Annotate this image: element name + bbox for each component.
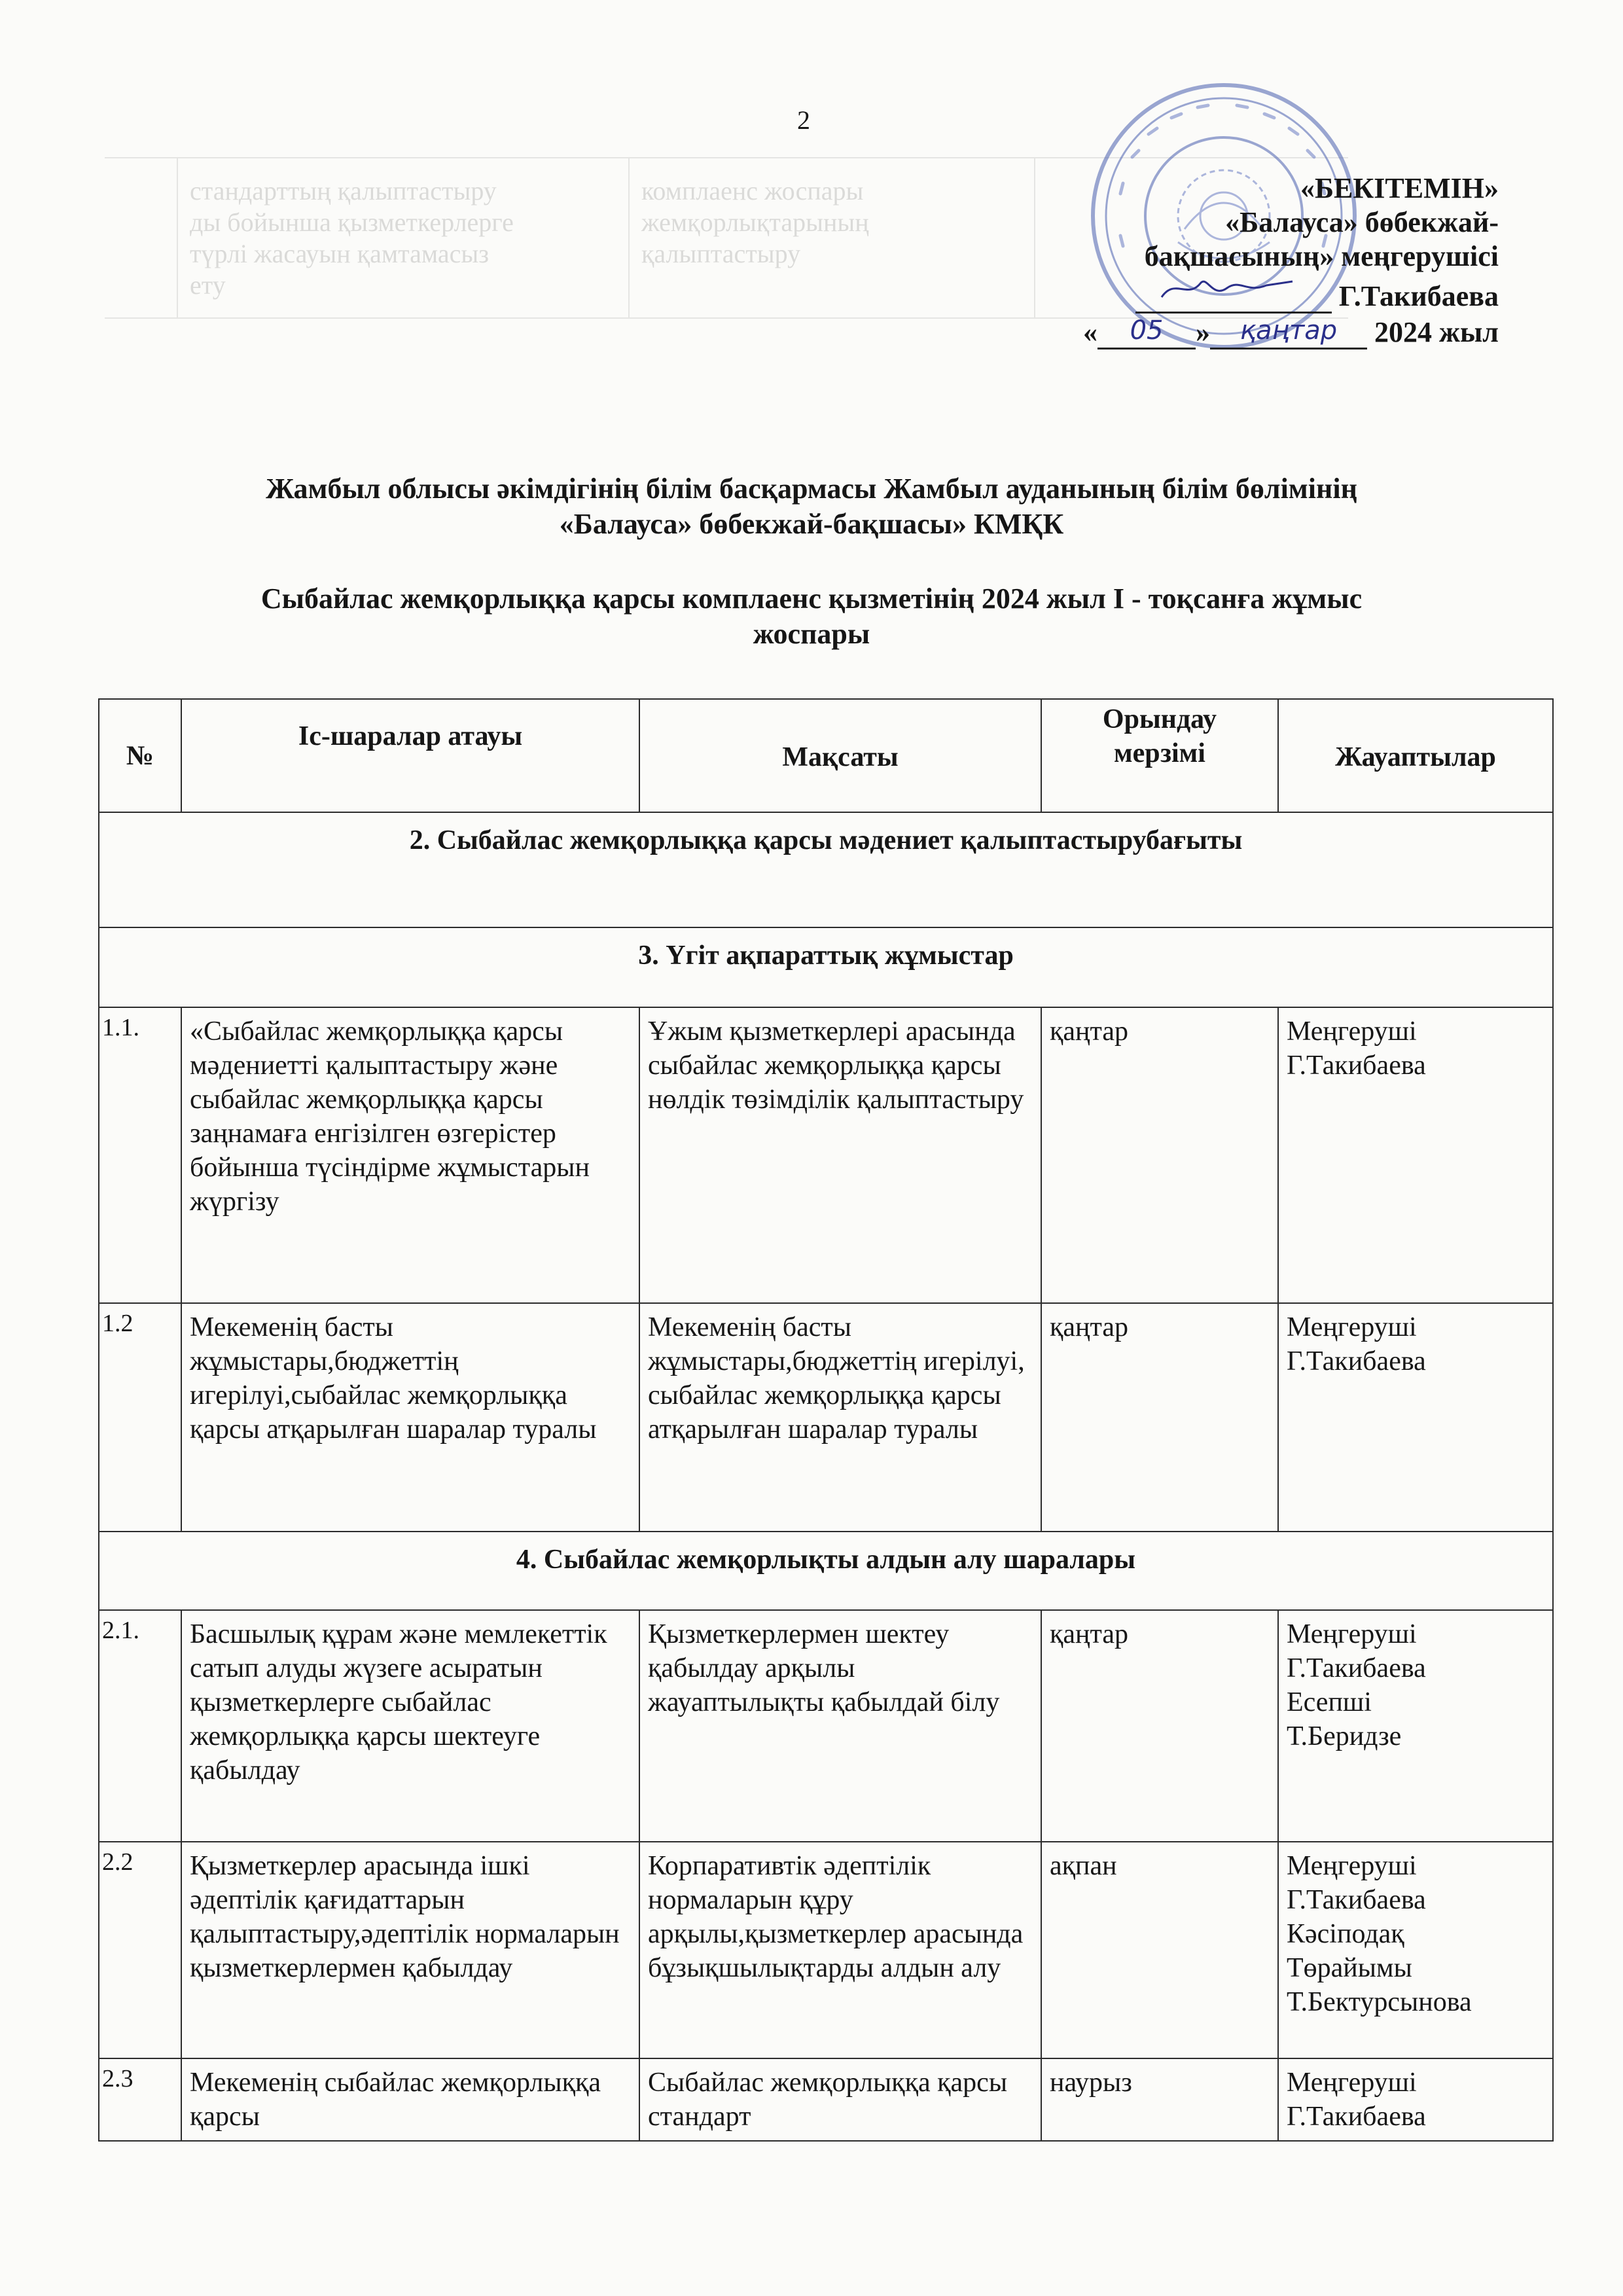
header-event-name: Іс-шаралар атауы bbox=[181, 699, 639, 812]
table-header-row bbox=[99, 699, 1553, 812]
goal-cell: Корпаративтік әдептілік нормаларын құру арқылы,қызметкерлер арасында бұзықшылықтарды алдын алу bbox=[639, 1842, 1041, 2058]
responsible-cell bbox=[1278, 1007, 1553, 1303]
responsible-cell bbox=[1278, 1610, 1553, 1842]
responsible-line: Есепші bbox=[1287, 1687, 1372, 1717]
section-title: 2. Сыбайлас жемқорлыққа қарсы мәдениет қалыптастырубағыты bbox=[99, 812, 1553, 927]
header-goal: Мақсаты bbox=[639, 699, 1041, 812]
event-name-cell: Басшылық құрам және мемлекеттік сатып алуды жүзеге асыратын қызметкерлерге сыбайлас жемқорлыққа қарсы шектеуге қабылдау bbox=[181, 1610, 639, 1842]
title-line-2: жоспары bbox=[753, 618, 870, 650]
table-row bbox=[99, 1610, 1553, 1842]
org-line-1: Жамбыл облысы әкімдігінің білім басқармасы Жамбыл ауданының білім бөлімінің bbox=[266, 473, 1357, 505]
row-number: 1.1. bbox=[99, 1007, 181, 1303]
document-title bbox=[118, 581, 1505, 652]
ghost-text: ету bbox=[190, 270, 226, 300]
event-name-cell: «Сыбайлас жемқорлыққа қарсы мәдениетті қалыптастыру және сыбайлас жемқорлыққа қарсы заңнамаға енгізілген өзгерістер бойынша түсіндірме жұмыстарын жүргізу bbox=[181, 1007, 639, 1303]
responsible-line: Г.Такибаева bbox=[1287, 1653, 1426, 1683]
responsible-line: Меңгеруші bbox=[1287, 2068, 1417, 2098]
responsible-line: Меңгеруші bbox=[1287, 1016, 1417, 1047]
approval-date bbox=[1083, 314, 1499, 350]
responsible-cell bbox=[1278, 2058, 1553, 2141]
ghost-text: жемқорлықтарының bbox=[641, 207, 869, 237]
ghost-text: стандарттың қалыптастыру bbox=[190, 176, 497, 206]
date-month: қаңтар bbox=[1210, 314, 1367, 350]
approval-signature-line bbox=[1083, 274, 1499, 314]
approval-heading: «БЕКІТЕМІН» bbox=[1300, 172, 1499, 204]
header-deadline-line-1: Орындау bbox=[1102, 704, 1217, 734]
approval-name: Г.Такибаева bbox=[1338, 280, 1499, 312]
deadline-cell: қаңтар bbox=[1041, 1303, 1278, 1532]
responsible-line: Г.Такибаева bbox=[1287, 1885, 1426, 1915]
signature-blank bbox=[1135, 274, 1332, 314]
row-number: 2.2 bbox=[99, 1842, 181, 2058]
responsible-line: Г.Такибаева bbox=[1287, 2102, 1426, 2132]
responsible-line: Төрайымы bbox=[1287, 1953, 1412, 1983]
responsible-line: Г.Такибаева bbox=[1287, 1050, 1426, 1081]
date-day: 05 bbox=[1097, 314, 1196, 350]
ghost-text: түрлі жасауын қамтамасыз bbox=[190, 239, 490, 268]
event-name-cell: Қызметкерлер арасында ішкі әдептілік қағидаттарын қалыптастыру,әдептілік нормаларын қызметкерлермен қабылдау bbox=[181, 1842, 639, 2058]
section-row bbox=[99, 927, 1553, 1007]
header-deadline bbox=[1041, 699, 1278, 812]
deadline-cell: наурыз bbox=[1041, 2058, 1278, 2141]
goal-cell: Қызметкерлермен шектеу қабылдау арқылы жауаптылықты қабылдай білу bbox=[639, 1610, 1041, 1842]
date-quote-open: « bbox=[1083, 316, 1098, 348]
organization-header bbox=[118, 471, 1505, 542]
approval-org: «Балауса» бөбекжай- bbox=[1225, 206, 1499, 238]
event-name-cell: Мекеменің басты жұмыстары,бюджеттің игерілуі,сыбайлас жемқорлыққа қарсы атқарылған шаралар туралы bbox=[181, 1303, 639, 1532]
responsible-line: Кәсіподақ bbox=[1287, 1919, 1404, 1949]
section-row bbox=[99, 1532, 1553, 1610]
goal-cell: Мекеменің басты жұмыстары,бюджеттің игерілуі, сыбайлас жемқорлыққа қарсы атқарылған шаралар туралы bbox=[639, 1303, 1041, 1532]
section-row bbox=[99, 812, 1553, 927]
header-no: № bbox=[99, 699, 181, 812]
ghost-text: қалыптастыру bbox=[641, 239, 801, 268]
org-line-2: «Балауса» бөбекжай-бақшасы» КМҚК bbox=[559, 508, 1064, 540]
responsible-line: Меңгеруші bbox=[1287, 1851, 1417, 1881]
row-number: 2.1. bbox=[99, 1610, 181, 1842]
approval-block bbox=[1083, 171, 1499, 350]
event-name-cell: Мекеменің сыбайлас жемқорлыққа қарсы bbox=[181, 2058, 639, 2141]
goal-cell: Ұжым қызметкерлері арасында сыбайлас жемқорлыққа қарсы нөлдік төзімділік қалыптастыру bbox=[639, 1007, 1041, 1303]
deadline-cell: қаңтар bbox=[1041, 1610, 1278, 1842]
responsible-line: Т.Беридзе bbox=[1287, 1721, 1402, 1751]
date-year: 2024 жыл bbox=[1374, 316, 1499, 348]
responsible-line: Г.Такибаева bbox=[1287, 1346, 1426, 1376]
responsible-cell bbox=[1278, 1842, 1553, 2058]
header-responsible: Жауаптылар bbox=[1278, 699, 1553, 812]
responsible-cell bbox=[1278, 1303, 1553, 1532]
title-line-1: Сыбайлас жемқорлыққа қарсы комплаенс қызметінің 2024 жыл І - тоқсанға жұмыс bbox=[260, 583, 1363, 615]
deadline-cell: қаңтар bbox=[1041, 1007, 1278, 1303]
responsible-line: Меңгеруші bbox=[1287, 1619, 1417, 1649]
row-number: 1.2 bbox=[99, 1303, 181, 1532]
table-row bbox=[99, 1007, 1553, 1303]
ghost-text: ды бойынша қызметкерлерге bbox=[190, 207, 514, 237]
ghost-text: комплаенс жоспары bbox=[641, 176, 864, 206]
table-row bbox=[99, 1303, 1553, 1532]
table-row bbox=[99, 1842, 1553, 2058]
responsible-line: Меңгеруші bbox=[1287, 1312, 1417, 1342]
section-title: 4. Сыбайлас жемқорлықты алдын алу шаралары bbox=[99, 1532, 1553, 1610]
responsible-line: Т.Бектурсынова bbox=[1287, 1987, 1472, 2017]
date-quote-close: » bbox=[1196, 316, 1211, 348]
section-title: 3. Үгіт ақпараттық жұмыстар bbox=[99, 927, 1553, 1007]
deadline-cell: ақпан bbox=[1041, 1842, 1278, 2058]
table-row bbox=[99, 2058, 1553, 2141]
page-number: 2 bbox=[797, 105, 810, 135]
approval-position: бақшасының» меңгерушісі bbox=[1144, 240, 1499, 272]
row-number: 2.3 bbox=[99, 2058, 181, 2141]
header-deadline-line-2: мерзімі bbox=[1114, 738, 1205, 768]
goal-cell: Сыбайлас жемқорлыққа қарсы стандарт bbox=[639, 2058, 1041, 2141]
handwritten-signature bbox=[1135, 274, 1332, 304]
work-plan-table bbox=[98, 698, 1554, 2142]
